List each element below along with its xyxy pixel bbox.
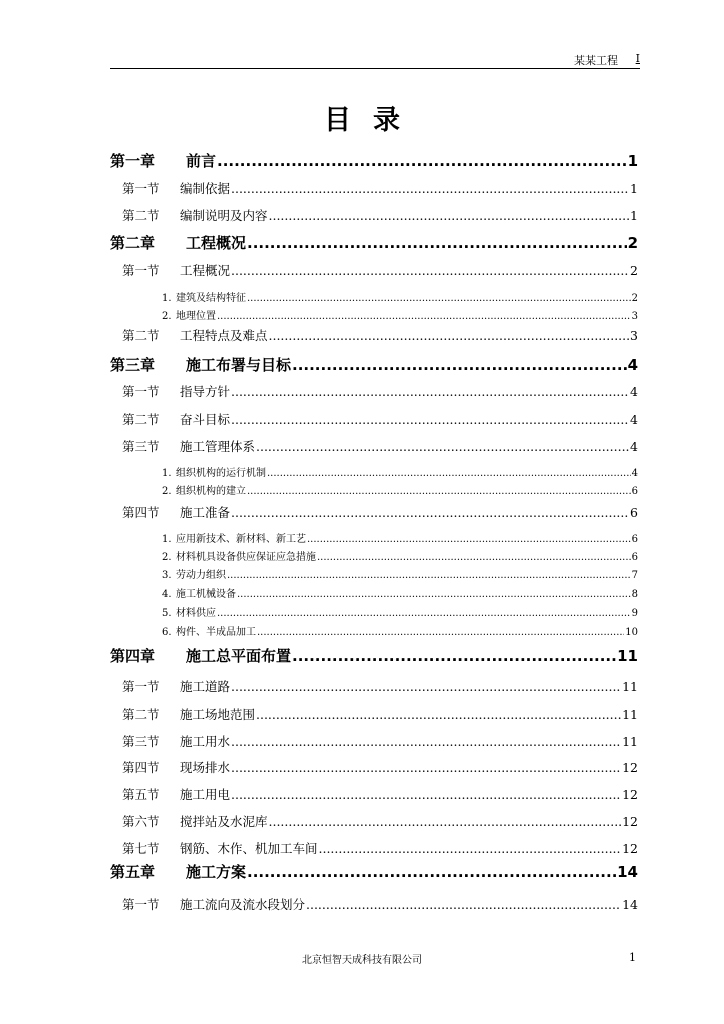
toc-entry[interactable] [162,482,638,497]
toc-entry-page: 10 [625,627,638,638]
toc-entry-number: 第四章 [110,647,156,665]
toc-entry-page: 4 [631,468,638,479]
toc-dot-leader [231,760,621,775]
toc-entry-number: 第四节 [122,505,160,520]
toc-dot-leader [256,439,629,454]
toc-entry-page: 8 [631,589,638,600]
toc-entry-page: 14 [617,863,638,881]
toc-entry[interactable] [122,410,638,428]
toc-entry-label: 施工布署与目标 [186,356,292,374]
toc-entry-page: 4 [630,439,638,454]
toc-entry-number: 2. [162,486,172,497]
toc-entry-page: 6 [630,505,638,520]
toc-dot-leader [317,552,631,563]
toc-entry[interactable] [110,232,638,253]
toc-entry[interactable] [162,585,638,600]
toc-entry-page: 12 [622,814,638,829]
toc-entry[interactable] [110,354,638,375]
toc-entry-label: 施工道路 [180,679,231,694]
toc-entry-number: 4. [162,589,172,600]
toc-entry-label: 编制依据 [180,181,231,196]
toc-entry-label: 材料机具设备供应保证应急措施 [176,552,316,563]
toc-entry[interactable] [162,566,638,581]
toc-entry-label: 搅拌站及水泥库 [180,814,268,829]
toc-entry[interactable] [162,289,638,304]
toc-dot-leader [306,897,621,912]
toc-dot-leader [217,152,627,170]
page-header [110,52,640,69]
toc-dot-leader [269,208,630,223]
toc-entry-label: 奋斗目标 [180,412,231,427]
toc-entry[interactable] [122,812,638,830]
toc-entry-label: 组织机构的建立 [176,486,246,497]
toc-entry[interactable] [122,895,638,913]
toc-entry-page: 2 [630,263,638,278]
toc-entry-number: 5. [162,608,172,619]
toc-entry-page: 6 [631,552,638,563]
toc-entry-page: 2 [631,293,638,304]
toc-entry-label: 编制说明及内容 [180,208,268,223]
toc-entry-page: 2 [627,234,638,252]
toc-entry-label: 施工用电 [180,787,231,802]
toc-entry[interactable] [162,623,638,638]
toc-entry-page: 6 [631,534,638,545]
toc-entry-label: 施工管理体系 [180,439,256,454]
toc-entry[interactable] [162,464,638,479]
toc-entry-label: 地理位置 [176,311,216,322]
toc-entry-number: 第一节 [122,181,160,196]
toc-entry[interactable] [110,861,638,882]
toc-entry-number: 第四节 [122,760,160,775]
toc-entry[interactable] [122,382,638,400]
toc-entry-number: 2. [162,311,172,322]
toc-entry-page: 3 [631,311,638,322]
toc-entry-label: 工程概况 [180,263,231,278]
toc-dot-leader [319,841,622,856]
toc-dot-leader [231,181,629,196]
toc-entry-page: 3 [630,328,638,343]
toc-entry-number: 第三节 [122,439,160,454]
toc-entry-label: 劳动力组织 [176,570,226,581]
toc-entry-label: 工程特点及难点 [180,328,268,343]
toc-entry-number: 第七节 [122,841,160,856]
toc-entry-number: 第五章 [110,863,156,881]
toc-entry[interactable] [122,677,638,695]
footer-company: 北京恒智天成科技有限公司 [302,955,422,966]
toc-entry-page: 4 [627,356,638,374]
toc-entry[interactable] [122,758,638,776]
toc-entry-number: 第二节 [122,208,160,223]
toc-entry-number: 1. [162,293,172,304]
toc-dot-leader [231,679,621,694]
toc-entry-label: 指导方针 [180,384,231,399]
toc-entry-page: 11 [617,647,638,665]
header-title: 某某工程 [574,54,618,67]
toc-entry[interactable] [122,503,638,521]
toc-entry-label: 工程概况 [186,234,247,252]
toc-entry-number: 2. [162,552,172,563]
toc-entry-number: 第二章 [110,234,156,252]
toc-entry-label: 材料供应 [176,608,216,619]
toc-dot-leader [231,787,621,802]
toc-entry[interactable] [162,307,638,322]
toc-entry[interactable] [122,326,638,344]
toc-entry[interactable] [122,839,638,857]
toc-entry[interactable] [162,604,638,619]
toc-entry-number: 第一节 [122,679,160,694]
toc-entry-label: 构件、半成品加工 [176,627,256,638]
toc-entry-number: 第三节 [122,734,160,749]
toc-entry-label: 施工用水 [180,734,231,749]
toc-entry-label: 施工流向及流水段划分 [180,897,306,912]
toc-entry-page: 6 [631,486,638,497]
toc-dot-leader [267,468,631,479]
toc-entry-label: 施工方案 [186,863,247,881]
toc-entry[interactable] [162,548,638,563]
toc-entry-label: 施工准备 [180,505,231,520]
toc-entry[interactable] [122,705,638,723]
toc-entry-number: 第五节 [122,787,160,802]
toc-entry-number: 第一节 [122,263,160,278]
toc-dot-leader [231,505,629,520]
toc-entry-number: 1. [162,468,172,479]
toc-entry[interactable] [122,437,638,455]
toc-dot-leader [217,311,631,322]
toc-entry-page: 12 [622,841,638,856]
toc-dot-leader [292,647,616,665]
toc-dot-leader [247,863,616,881]
toc-dot-leader [292,356,627,374]
toc-entry-page: 1 [630,181,638,196]
toc-dot-leader [231,734,621,749]
toc-entry-page: 12 [622,787,638,802]
toc-title: 目录 [324,105,422,136]
toc-entry-label: 现场排水 [180,760,231,775]
toc-entry-number: 第一章 [110,152,156,170]
toc-entry-page: 4 [630,412,638,427]
toc-entry-label: 施工总平面布置 [186,647,292,665]
toc-dot-leader [237,589,631,600]
toc-entry[interactable] [122,206,638,224]
toc-entry-page: 11 [622,734,638,749]
toc-entry-page: 1 [630,208,638,223]
toc-entry-number: 3. [162,570,172,581]
toc-entry-page: 11 [622,707,638,722]
toc-entry[interactable] [110,645,638,666]
toc-entry-page: 4 [630,384,638,399]
toc-dot-leader [231,412,629,427]
toc-entry-number: 第二节 [122,412,160,427]
toc-entry-page: 7 [631,570,638,581]
toc-entry[interactable] [122,179,638,197]
toc-entry-page: 1 [627,152,638,170]
toc-dot-leader [247,234,627,252]
toc-entry-number: 第二节 [122,707,160,722]
toc-entry[interactable] [162,530,638,545]
toc-entry-label: 组织机构的运行机制 [176,468,266,479]
toc-entry[interactable] [122,785,638,803]
toc-dot-leader [256,707,621,722]
toc-dot-leader [269,328,630,343]
footer-page-number: 1 [629,951,636,964]
toc-entry-label: 钢筋、木作、机加工车间 [180,841,318,856]
toc-dot-leader [257,627,624,638]
toc-entry[interactable] [110,150,638,171]
toc-entry-page: 11 [622,679,638,694]
toc-entry-label: 应用新技术、新材料、新工艺 [176,534,306,545]
toc-entry-label: 建筑及结构特征 [176,293,246,304]
toc-entry-number: 第六节 [122,814,160,829]
toc-entry-number: 第二节 [122,328,160,343]
toc-entry-page: 9 [631,608,638,619]
toc-dot-leader [269,814,622,829]
toc-entry[interactable] [122,732,638,750]
toc-dot-leader [307,534,631,545]
toc-entry-label: 施工场地范围 [180,707,256,722]
toc-entry-number: 第三章 [110,356,156,374]
toc-dot-leader [247,293,631,304]
toc-dot-leader [231,384,629,399]
toc-entry[interactable] [122,261,638,279]
toc-entry-label: 施工机械设备 [176,589,236,600]
toc-entry-number: 6. [162,627,172,638]
toc-dot-leader [227,570,631,581]
toc-entry-number: 第一节 [122,897,160,912]
toc-entry-label: 前言 [186,152,217,170]
toc-entry-number: 第一节 [122,384,160,399]
toc-dot-leader [231,263,629,278]
toc-entry-page: 14 [622,897,638,912]
header-page-number: I [635,52,640,65]
toc-dot-leader [247,486,631,497]
toc-entry-number: 1. [162,534,172,545]
toc-entry-page: 12 [622,760,638,775]
toc-dot-leader [217,608,631,619]
